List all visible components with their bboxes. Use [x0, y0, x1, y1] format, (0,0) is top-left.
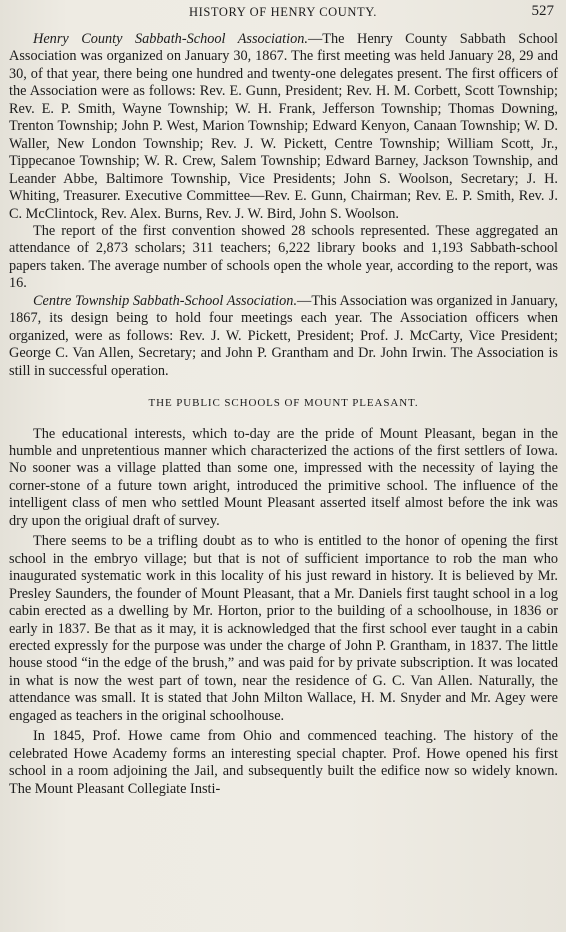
paragraph-first-convention-report: [9, 223, 558, 293]
running-head-title: HISTORY OF HENRY COUNTY.: [188, 5, 378, 19]
paragraph-educational-interests: [9, 426, 558, 531]
paragraph-centre-township-association: [9, 293, 558, 380]
paragraph-first-school: [9, 533, 558, 725]
paragraph-text: —The Henry County Sabbath School Association was organized on January 30, 1867. The first meeting was held January 28, 29 and 30, of that year, there being one hundred and twenty-one delegates present. The first officers of the Association were as follows: Rev. E. Gunn, President; Rev. H. M. Corbett, Scott Township; Rev. E. P. Smith, Wayne Township; W. H. Frank, Jefferson Township; Thomas Downing, Trenton Township; John P. West, Marion Township; Edward Kenyon, Canaan Township; W. D. Waller, New London Township; Rev. J. W. Pickett, Centre Township; William Scott, Jr., Tippecanoe Township; W. R. Crew, Salem Township; Edward Barney, Jackson Township, and Leander Abbe, Baltimore Township, Vice Presidents; John S. Woolson, Secretary; J. H. Whiting, Treasurer. Executive Committee—Rev. E. Gunn, Chairman; Rev. E. P. Smith, Rev. J. C. McClintock, Rev. Alex. Burns, Rev. J. W. Bird, John S. Woolson.: [9, 31, 558, 222]
paragraph-text: There seems to be a trifling doubt as to who is entitled to the honor of opening the first school in the embryo village; but that is not of sufficient importance to rob the man who inaugurated systematic work in this locality of his just reward in history. It is believed by Mr. Presley Saunders, the founder of Mount Pleasant, that a Mr. Daniels first taught school in a log cabin erected as a dwelling by Mr. Horton, prior to the building of a schoolhouse, in 1836 or early in 1837. Be that as it may, it is acknowledged that the first school ever taught in a cabin erected expressly for the purpose was under the charge of John P. Grantham, in 1837. The little house stood “in the edge of the brush,” and was paid for by private subscription. It was located in what is now the west part of town, near the residence of G. C. Van Allen. Naturally, the attendance was small. It is stated that John Milton Wallace, H. M. Snyder and Mr. Agey were engaged as teachers in the original schoolhouse.: [9, 533, 558, 724]
paragraph-howe-academy: [9, 728, 558, 798]
paragraph-heading: Henry County Sabbath-School Association.: [33, 31, 308, 47]
paragraph-text: The educational interests, which to-day are the pride of Mount Pleasant, began in the humble and unpretentious manner which characterized the actions of the first settlers of Iowa. No sooner was a village platted than some one, impressed with the necessity of laying the corner-stone of a future town aright, introduced the primitive school. The influence of the intelligent class of men who settled Mount Pleasant asserted itself almost before the ink was dry upon the origiual draft of survey.: [9, 425, 558, 529]
paragraph-heading: Centre Township Sabbath-School Association.: [33, 292, 298, 309]
paragraph-text: In 1845, Prof. Howe came from Ohio and commenced teaching. The history of the celebrated Howe Academy forms an interesting special chapter. Prof. Howe opened his first school in a room adjoining the Jail, and subsequently built the edifice now so widely known. The Mount Pleasant Collegiate Insti-: [9, 728, 558, 797]
running-head: [0, 4, 566, 24]
section-heading: THE PUBLIC SCHOOLS OF MOUNT PLEASANT.: [148, 397, 419, 410]
page-number: 527: [531, 3, 554, 19]
body-text: [9, 31, 558, 798]
paragraph-text: —This Association was organized in January, 1867, its design being to hold four meetings each year. The Association officers when organized, were as follows: Rev. J. W. Pickett, President; Prof. J. McCarty, Vice President; George C. Van Allen, Secretary; and John P. Grantham and Dr. John Irwin. The Association is still in successful operation.: [9, 292, 558, 379]
paragraph-text: The report of the first convention showed 28 schools represented. These aggregated an attendance of 2,873 scholars; 311 teachers; 6,222 library books and 1,193 Sabbath-school papers taken. The average number of schools open the whole year, according to the report, was 16.: [9, 222, 558, 292]
paragraph-henry-county-association: [9, 31, 558, 223]
